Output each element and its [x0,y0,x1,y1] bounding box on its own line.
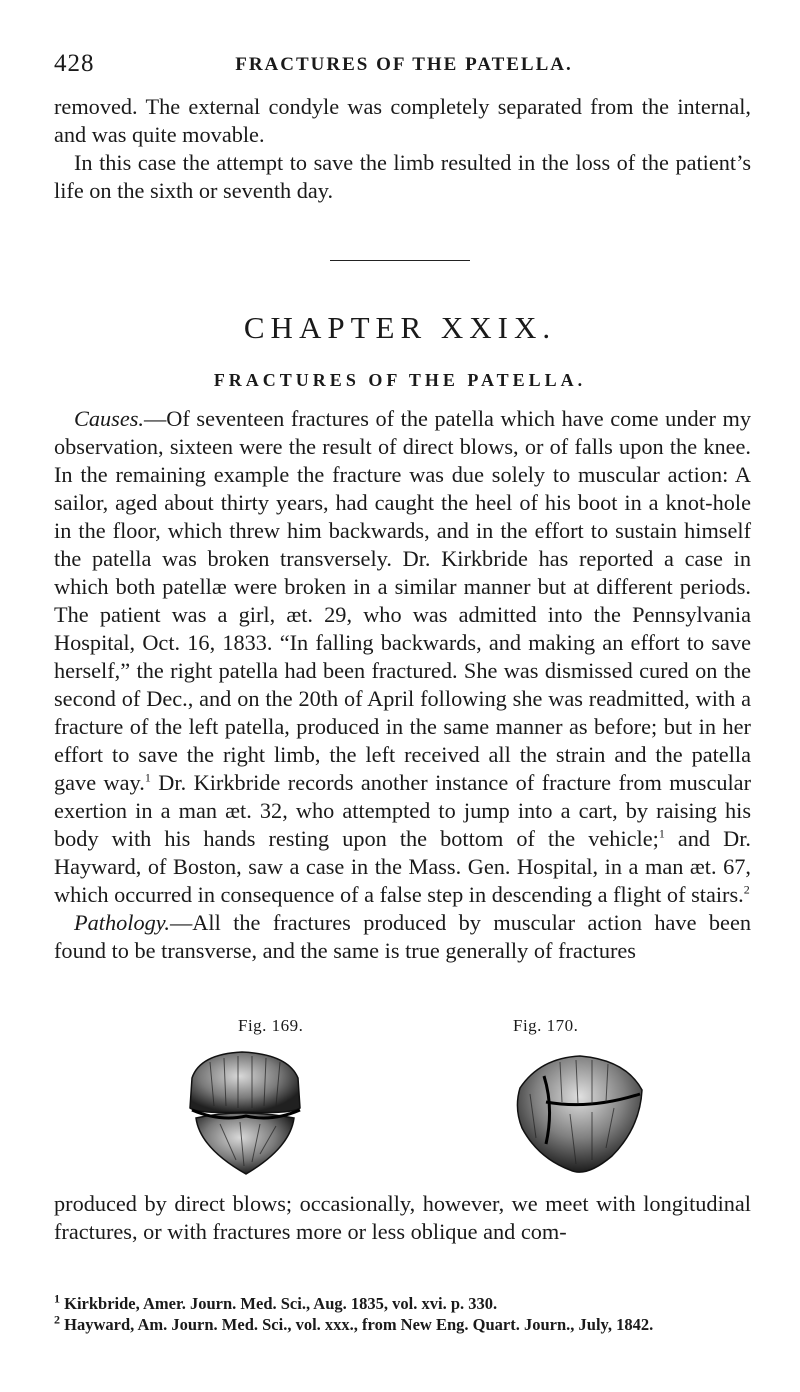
main-text [54,405,751,965]
continuation-paragraph: produced by direct blows; occasionally, however, we meet with longitudinal fractures, or with fractures more or less oblique and com- [54,1191,751,1244]
fig-170-illustration [500,1048,650,1178]
footnote-1-mark: 1 [54,1291,60,1306]
intro-text [54,93,751,205]
footnote-1 [54,1293,754,1314]
chapter-heading: CHAPTER XXIX. [243,310,557,345]
pathology-paragraph [54,909,751,965]
footnote-1-text: Kirkbride, Amer. Journ. Med. Sci., Aug. 1835, vol. xvi. p. 330. [64,1294,498,1313]
page-header [54,50,754,86]
footnote-2-mark: 2 [54,1312,60,1327]
footnote-ref-1: 1 [144,770,151,785]
causes-text-a: —Of seventeen fractures of the patella which have come under my observation, sixteen were the result of direct blows, or of falls upon the knee. In the remaining example the fracture was due solely to muscular action: A sailor, aged about thirty years, had caught the heel of his boot in a knot-hole in the floor, which threw him backwards, and in the effort to sustain himself the patella was broken transversely. Dr. Kirkbride has reported a case in which both patellæ were broken in a similar manner but at different periods. The patient was a girl, æt. 29, who was admitted into the Pennsylvania Hospital, Oct. 16, 1833. “In falling backwards, and making an effort to save herself,” the right patella had been fractured. She was dismissed cured on the second of Dec., and on the 20th of April following she was readmitted, with a fracture of the left patella, produced in the same manner as before; but in her effort to save the right limb, the left received all the strain and the patella gave way. [54,406,751,795]
causes-text-c: and Dr. Hayward, of Boston, saw a case in the Mass. Gen. Hospital, in a man æt. 67, which occurred in consequence of a false step in descending a flight of stairs. [54,826,751,907]
footnote-2 [54,1314,754,1335]
pathology-label: Pathology. [74,910,170,935]
footnote-ref-2: 2 [743,882,750,897]
footnotes [54,1293,754,1335]
footnote-ref-1b: 1 [658,826,665,841]
continuation-text [54,1190,751,1246]
intro-paragraph-1: removed. The external condyle was completely separated from the internal, and was quite movable. [54,94,751,147]
page-number: 428 [54,50,95,77]
causes-text-b: Dr. Kirkbride records another instance of fracture from muscular exertion in a man æt. 32, who attempted to jump into a cart, by raising his body with his hands resting upon the bottom of the vehicle; [54,770,752,851]
fig-169-illustration [180,1048,310,1176]
causes-label: Causes. [74,406,144,431]
fig-169-caption: Fig. 169. [238,1016,304,1035]
running-title: FRACTURES OF THE PATELLA. [235,54,573,75]
chapter-subtitle: FRACTURES OF THE PATELLA. [213,370,587,390]
pathology-text: —All the fractures produced by muscular action have been found to be transverse, and the same is true generally of fractures [54,910,751,963]
fig-170-caption: Fig. 170. [513,1016,579,1035]
footnote-2-text: Hayward, Am. Journ. Med. Sci., vol. xxx., from New Eng. Quart. Journ., July, 1842. [64,1315,654,1334]
intro-paragraph-2: In this case the attempt to save the limb resulted in the loss of the patient’s life on the sixth or seventh day. [54,150,751,203]
causes-paragraph [54,405,751,909]
section-divider [330,260,470,261]
